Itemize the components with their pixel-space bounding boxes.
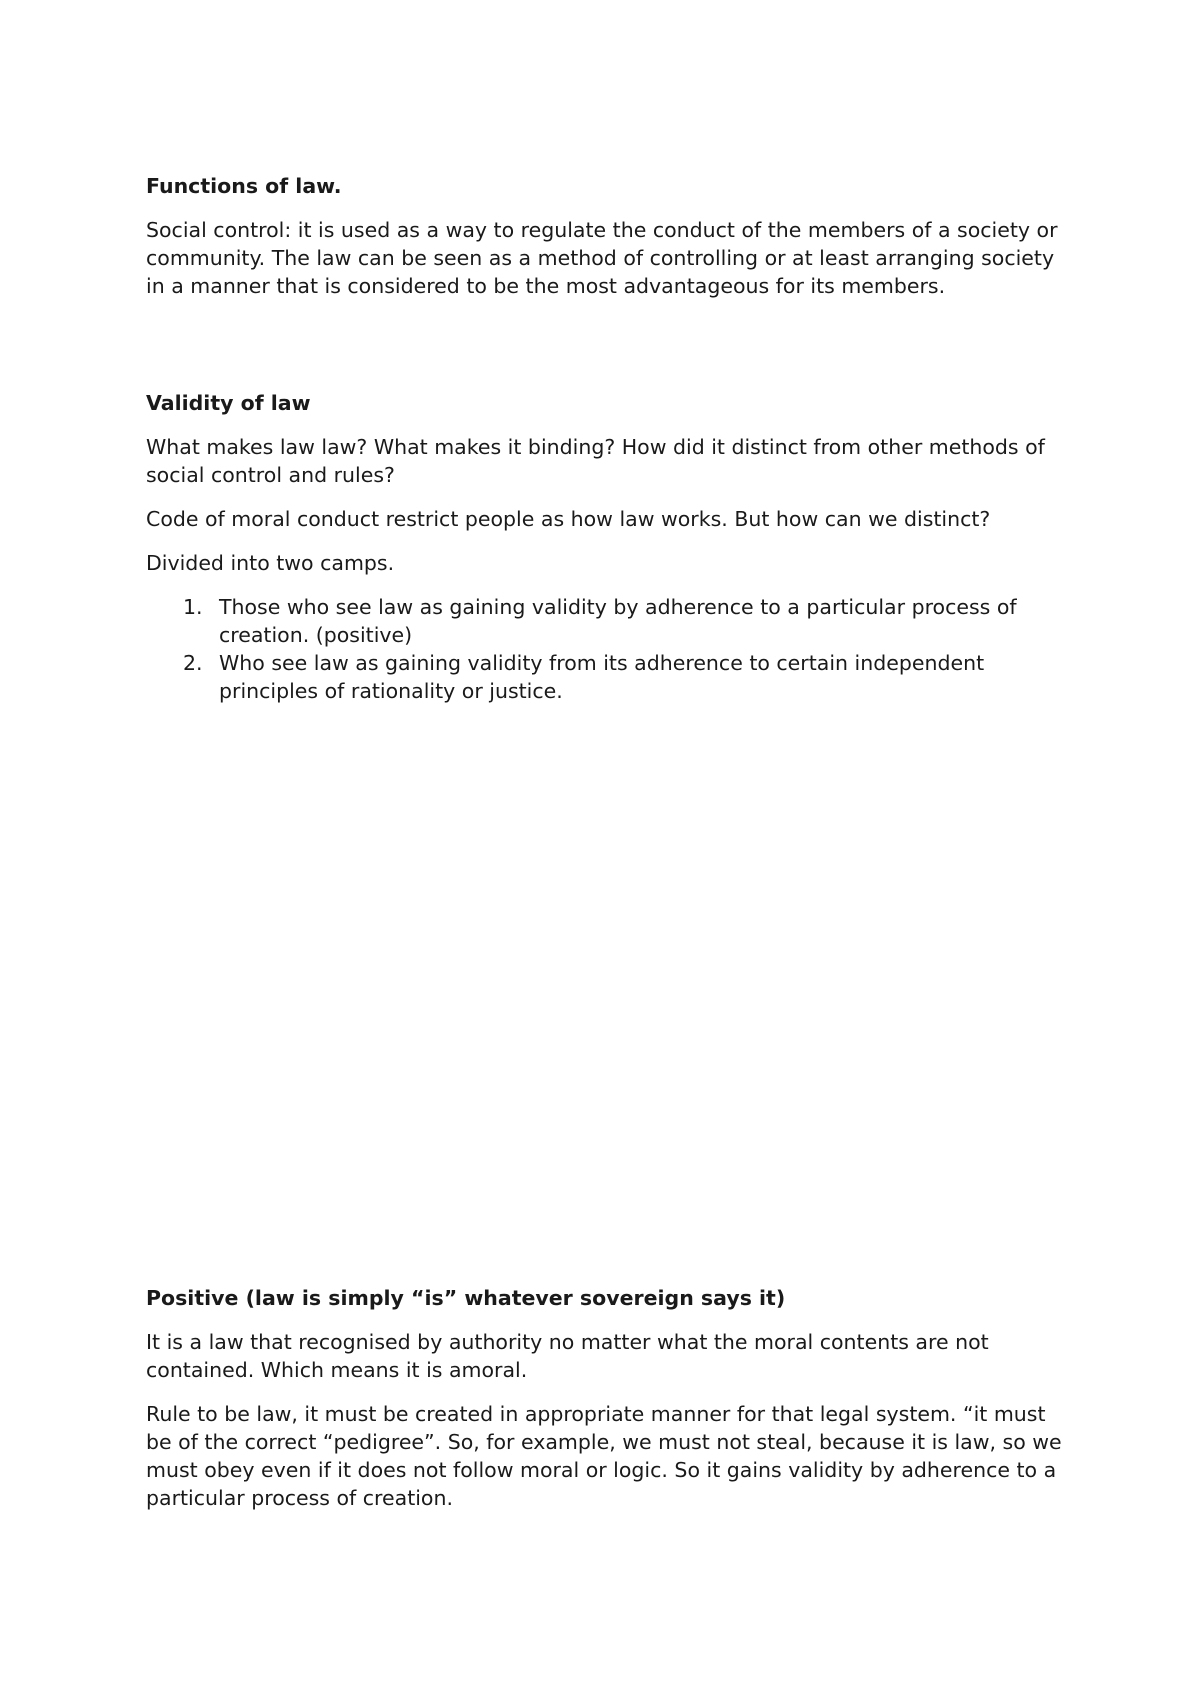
list-item [146, 593, 1076, 649]
camps-list [146, 593, 1076, 705]
list-item-text: Who see law as gaining validity from its adherence to certain independent principles of rationality or justice. [219, 651, 985, 703]
list-item-number: 1. [183, 595, 203, 619]
heading-validity-of-law: Validity of law [146, 391, 311, 415]
paragraph-two-camps: Divided into two camps. [146, 551, 395, 575]
section-validity [146, 389, 1076, 705]
paragraph-social-control: Social control: it is used as a way to regulate the conduct of the members of a society or community. The law can be seen as a method of controlling or at least arranging society in a manner that is considered to be the most advantageous for its members. [146, 218, 1058, 298]
paragraph-moral-conduct: Code of moral conduct restrict people as how law works. But how can we distinct? [146, 507, 991, 531]
paragraph-what-makes-law: What makes law law? What makes it binding? How did it distinct from other methods of social control and rules? [146, 435, 1045, 487]
section-positive [146, 1284, 1076, 1512]
list-item-number: 2. [183, 651, 203, 675]
list-item-text: Those who see law as gaining validity by adherence to a particular process of creation. (positive) [219, 595, 1017, 647]
list-item [146, 649, 1076, 705]
paragraph-recognised-by-authority: It is a law that recognised by authority no matter what the moral contents are not contained. Which means it is amoral. [146, 1330, 989, 1382]
heading-functions-of-law: Functions of law. [146, 174, 342, 198]
section-functions [146, 172, 1076, 300]
paragraph-pedigree: Rule to be law, it must be created in appropriate manner for that legal system. “it must be of the correct “pedigree”. So, for example, we must not steal, because it is law, so we must obey even if it does not follow moral or logic. So it gains validity by adherence to a particular process of creation. [146, 1402, 1062, 1510]
heading-positive: Positive (law is simply “is” whatever sovereign says it) [146, 1286, 786, 1310]
